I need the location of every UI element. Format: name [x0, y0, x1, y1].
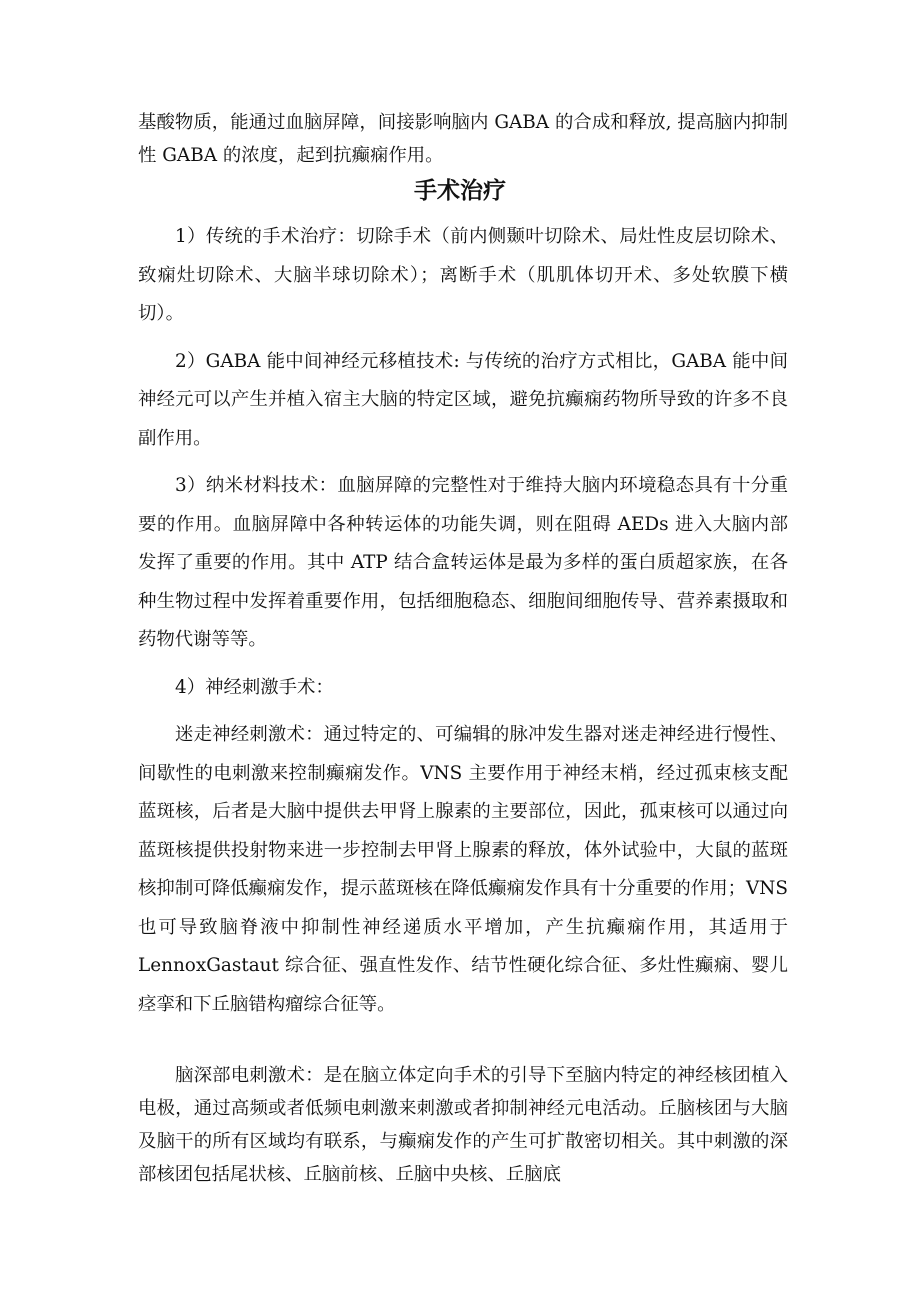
item-1-paragraph: 1）传统的手术治疗：切除手术（前内侧颞叶切除术、局灶性皮层切除术、致痫灶切除术、大脑半球切除术）；离断手术（肌肌体切开术、多处软膜下横切）。 — [138, 226, 788, 324]
item-3-paragraph: 3）纳米材料技术：血脑屏障的完整性对于维持大脑内环境稳态具有十分重要的作用。血脑屏障中各种转运体的功能失调，则在阻碍 AEDs 进入大脑内部发挥了重要的作用。其中 ATP 结合盒转运体是最为多样的蛋白质超家族，在各种生物过程中发挥着重要作用，包括细胞稳态、细胞间细胞传导、营养素摄取和药物代谢等等。 — [138, 475, 788, 650]
section-heading: 手术治疗 — [414, 178, 506, 204]
dbs-paragraph-block — [138, 1059, 788, 1191]
dbs-paragraph: 脑深部电刺激术：是在脑立体定向手术的引导下至脑内特定的神经核团植入电极，通过高频或者低频电刺激来刺激或者抑制神经元电活动。丘脑核团与大脑及脑干的所有区域均有联系，与癫痫发作的产生可扩散密切相关。其中刺激的深部核团包括尾状核、丘脑前核、丘脑中央核、丘脑底 — [138, 1065, 788, 1185]
item-4-paragraph: 4）神经刺激手术： — [175, 676, 334, 698]
surgery-items-block — [138, 218, 788, 1024]
item-2-paragraph: 2）GABA 能中间神经元移植技术: 与传统的治疗方式相比，GABA 能中间神经元可以产生并植入宿主大脑的特定区域，避免抗癫痫药物所导致的许多不良副作用。 — [138, 350, 788, 449]
intro-paragraph: 基酸物质，能通过血脑屏障，间接影响脑内 GABA 的合成和释放, 提高脑内抑制性 GABA 的浓度，起到抗癫痫作用。 — [138, 112, 788, 166]
vns-paragraph: 迷走神经刺激术：通过特定的、可编辑的脉冲发生器对迷走神经进行慢性、间歇性的电刺激来控制癫痫发作。VNS 主要作用于神经末梢，经过孤束核支配蓝斑核，后者是大脑中提供去甲肾上腺素的主要部位，因此，孤束核可以通过向蓝斑核提供投射物来进一步控制去甲肾上腺素的释放，体外试验中，大鼠的蓝斑核抑制可降低癫痫发作，提示蓝斑核在降低癫痫发作具有十分重要的作用；VNS 也可导致脑脊液中抑制性神经递质水平增加，产生抗癫痫作用，其适用于 LennoxGastaut 综合征、强直性发作、结节性硬化综合征、多灶性癫痫、婴儿痉挛和下丘脑错构瘤综合征等。 — [138, 724, 788, 1015]
intro-paragraph-block — [138, 106, 788, 172]
